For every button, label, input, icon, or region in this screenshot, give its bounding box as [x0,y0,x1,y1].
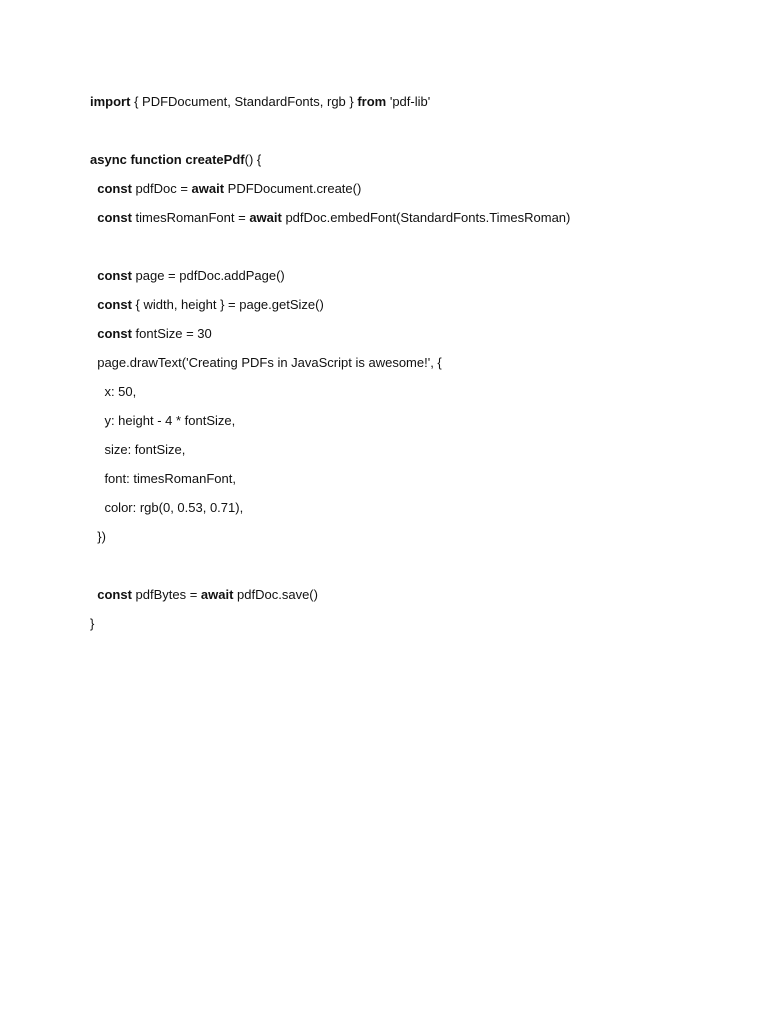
code-line [90,498,730,527]
code-line [90,92,730,121]
code-keyword: const [97,326,132,341]
code-keyword: async function createPdf [90,152,245,167]
code-line [90,440,730,469]
code-line [90,411,730,440]
code-text: }) [90,529,106,544]
code-keyword: const [97,268,132,283]
code-line [90,295,730,324]
code-text: color: rgb(0, 0.53, 0.71), [90,500,244,515]
code-text: pdfDoc.embedFont(StandardFonts.TimesRoman) [281,210,571,225]
blank-line [90,237,730,266]
code-line [90,208,730,237]
code-line [90,527,730,556]
code-text: pdfBytes = [131,587,201,602]
code-text: font: timesRomanFont, [90,471,236,486]
code-text: pdfDoc.save() [233,587,318,602]
code-text: } [90,616,95,631]
code-line [90,150,730,179]
code-keyword: await [191,181,225,196]
code-text: PDFDocument.create() [224,181,362,196]
code-keyword: const [97,210,132,225]
code-text: { PDFDocument, StandardFonts, rgb } [130,94,358,109]
code-keyword: const [97,587,132,602]
code-text: pdfDoc = [131,181,192,196]
code-text: timesRomanFont = [131,210,250,225]
code-text: page = pdfDoc.addPage() [131,268,285,283]
code-line [90,324,730,353]
code-line [90,179,730,208]
blank-line [90,121,730,150]
code-keyword: from [357,94,387,109]
code-text: y: height - 4 * fontSize, [90,413,236,428]
code-text: size: fontSize, [90,442,186,457]
code-line [90,382,730,411]
code-line [90,353,730,382]
code-line [90,614,730,643]
code-line [90,469,730,498]
code-line [90,585,730,614]
blank-line [90,556,730,585]
code-text: 'pdf-lib' [386,94,431,109]
code-keyword: const [97,181,132,196]
code-keyword: const [97,297,132,312]
code-keyword: await [249,210,282,225]
code-keyword: import [90,94,131,109]
code-text: { width, height } = page.getSize() [131,297,324,312]
code-text: page.drawText('Creating PDFs in JavaScript is awesome!', { [90,355,442,370]
code-text: x: 50, [90,384,137,399]
code-text: () { [244,152,262,167]
code-listing [90,92,730,643]
code-keyword: await [200,587,234,602]
code-text: fontSize = 30 [131,326,212,341]
code-line [90,266,730,295]
